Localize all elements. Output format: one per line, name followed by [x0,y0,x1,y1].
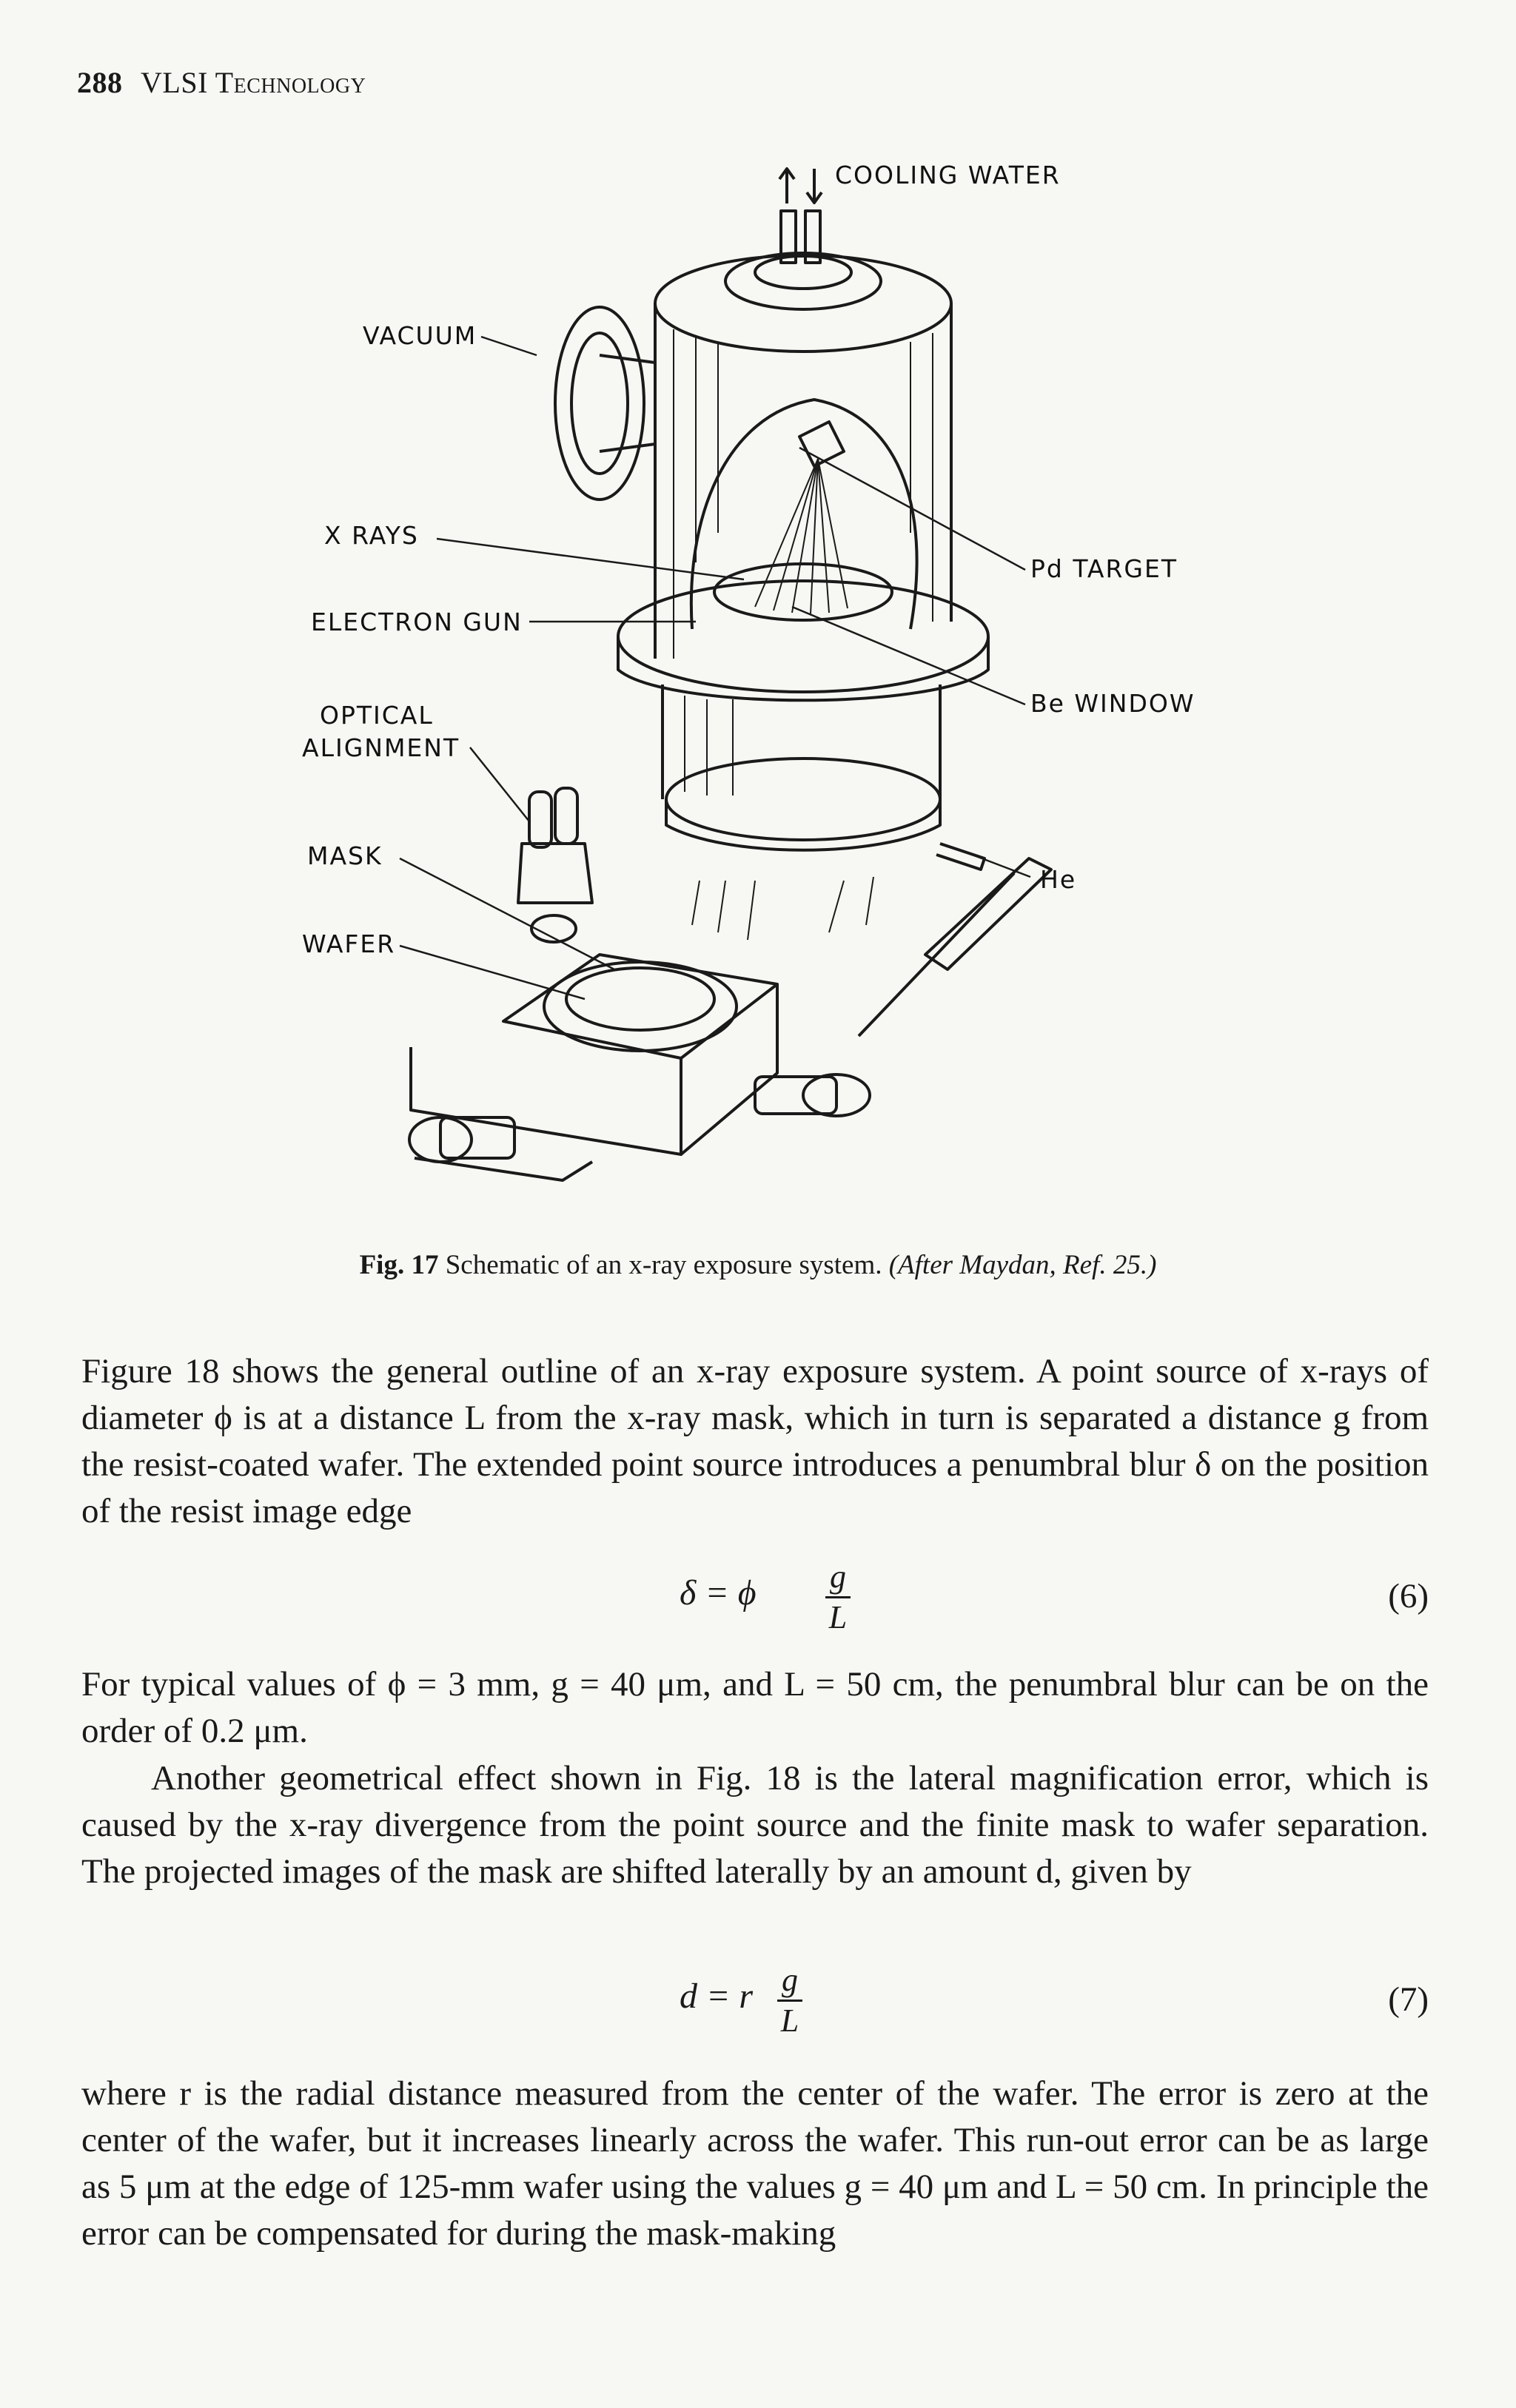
label-electron-gun: ELECTRON GUN [311,608,523,636]
be-window-leader [792,607,1025,704]
xray-system-schematic [281,148,1244,1199]
equation-7 [81,1954,1429,2042]
top-cap [725,253,881,309]
exit-flange [666,759,940,840]
eq7-fraction [777,1961,802,2040]
paragraph-4: where r is the radial distance measured from the center of the wafer. The error is zero at the center of the wafer, but it increases linearly across the wafer. This run-out error can be as large as 5 μm at the edge of 125-mm wafer using the values g = 40 μm and L = 50 cm. In principle the error can be compensated for during the mask-making [81,2074,1429,2253]
wafer-leader [400,946,585,999]
eq7-numerator: g [777,1961,802,2002]
alignment-body [518,844,592,903]
label-pd-target: Pd TARGET [1030,554,1178,583]
paragraph-2: For typical values of ϕ = 3 mm, g = 40 μm, and L = 50 cm, the penumbral blur can be on the order of 0.2 μm. [81,1665,1429,1750]
he-leader [959,850,1030,877]
cooling-arrow-down [807,169,822,203]
paragraph-1: Figure 18 shows the general outline of an x-ray exposure system. A point source of x-rays of diameter ϕ is at a distance L from the x-ray mask, which in turn is separated a distance g from the resist-coated wafer. The extended point source introduces a penumbral blur δ on the position of the resist image edge [81,1352,1429,1530]
label-vacuum: VACUUM [363,321,477,350]
paragraph-3: Another geometrical effect shown in Fig. 18 is the lateral magnification error, which is caused by the x-ray divergence from the point source and the finite mask to wafer separation. The projected images of the mask are shifted laterally by an amount d, given by [81,1759,1429,1891]
caption-text: Schematic of an x-ray exposure system. [445,1250,882,1280]
label-alignment: ALIGNMENT [302,733,460,762]
xray-system-figure [281,148,1244,1199]
xrays-leader [437,539,744,579]
alignment-tube-2 [555,788,577,844]
eq7-lhs: d = r [680,1977,754,2016]
label-optical: OPTICAL [320,701,434,730]
eq6-numerator: g [825,1558,851,1598]
emerging-xrays [692,877,873,940]
mask-leader [400,858,614,969]
alignment-tube-1 [529,792,551,847]
label-he: He [1040,865,1077,894]
pd-target-leader [799,448,1025,570]
xray-fan [755,459,848,614]
caption-citation: (After Maydan, Ref. 25.) [888,1250,1157,1280]
label-be-window: Be WINDOW [1030,689,1195,718]
eq6-denominator: L [828,1599,848,1635]
vacuum-leader [481,337,537,355]
eq6-number: (6) [1388,1577,1429,1615]
wafer-holder [544,962,737,1051]
caption-fig-label: Fig. 17 [359,1250,439,1280]
figure-caption [0,1249,1516,1281]
vacuum-port-flange [555,307,644,500]
eq7-number: (7) [1388,1980,1429,2019]
slide-rail [925,858,1051,969]
page-header [77,65,366,100]
eq6-fraction [825,1558,851,1637]
eq6-lhs: δ = ϕ [680,1573,757,1612]
base-slide [415,1158,592,1180]
optical-alignment-leader [470,747,529,821]
cooling-arrow-up [779,169,794,204]
label-x-rays: X RAYS [324,521,419,550]
running-title: VLSI Technology [141,66,366,99]
label-mask: MASK [307,841,383,870]
page-number: 288 [77,66,123,99]
chamber-top [655,255,951,352]
stage-front [411,1047,681,1154]
equation-6 [81,1550,1429,1639]
label-cooling-water: COOLING WATER [835,161,1061,189]
eq7-denominator: L [780,2002,799,2039]
label-wafer: WAFER [302,929,396,958]
